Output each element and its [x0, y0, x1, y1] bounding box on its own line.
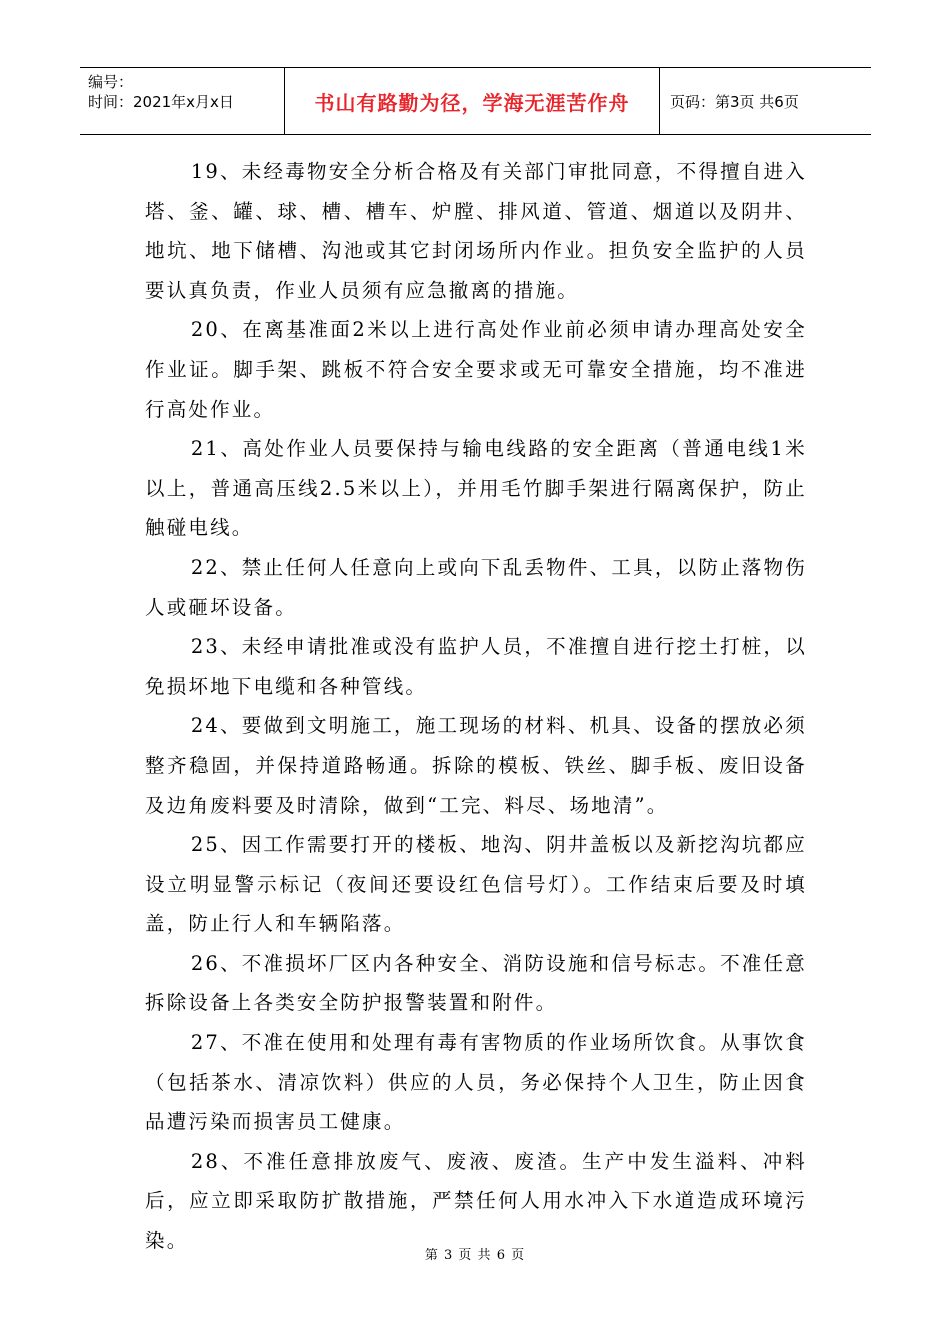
header-motto: 书山有路勤为径，学海无涯苦作舟 — [285, 68, 660, 134]
document-date: 时间：2021年x月x日 — [88, 93, 234, 111]
paragraph-22: 22、禁止任何人任意向上或向下乱丢物件、工具，以防止落物伤人或砸坏设备。 — [145, 555, 807, 619]
page-header — [80, 67, 871, 135]
paragraph-24: 24、要做到文明施工，施工现场的材料、机具、设备的摆放必须整齐稳固，并保持道路畅通。拆除的模板、铁丝、脚手板、废旧设备及边角废料要及时清除，做到“工完、料尽、场地清”。 — [145, 714, 807, 817]
paragraph-19: 19、未经毒物安全分析合格及有关部门审批同意，不得擅自进入塔、釜、罐、球、槽、槽车、炉膛、排风道、管道、烟道以及阴井、地坑、地下储槽、沟池或其它封闭场所内作业。担负安全监护的人员要认真负责，作业人员须有应急撤离的措施。 — [145, 160, 807, 302]
document-body — [145, 152, 807, 1261]
paragraph-28: 28、不准任意排放废气、废液、废渣。生产中发生溢料、冲料后，应立即采取防扩散措施，严禁任何人用水冲入下水道造成环境污染。 — [145, 1149, 807, 1253]
document-number-label: 编号： — [88, 73, 134, 91]
paragraph-26: 26、不准损坏厂区内各种安全、消防设施和信号标志。不准任意拆除设备上各类安全防护报警装置和附件。 — [145, 951, 807, 1015]
paragraph-20: 20、在离基准面2米以上进行高处作业前必须申请办理高处安全作业证。脚手架、跳板不符合安全要求或无可靠安全措施，均不准进行高处作业。 — [145, 318, 807, 421]
header-meta — [80, 68, 285, 134]
paragraph-25: 25、因工作需要打开的楼板、地沟、阴井盖板以及新挖沟坑都应设立明显警示标记（夜间还要设红色信号灯）。工作结束后要及时填盖，防止行人和车辆陷落。 — [145, 833, 807, 936]
paragraph-21: 21、高处作业人员要保持与输电线路的安全距离（普通电线1米以上，普通高压线2.5米以上），并用毛竹脚手架进行隔离保护，防止触碰电线。 — [145, 437, 807, 540]
paragraph-27: 27、不准在使用和处理有毒有害物质的作业场所饮食。从事饮食（包括茶水、清凉饮料）供应的人员，务必保持个人卫生，防止因食品遭污染而损害员工健康。 — [145, 1031, 807, 1134]
paragraph-23: 23、未经申请批准或没有监护人员，不准擅自进行挖土打桩，以免损坏地下电缆和各种管线。 — [145, 635, 807, 698]
header-page-number: 页码：第3页 共6页 — [670, 92, 799, 111]
page-footer: 第 3 页 共 6 页 — [424, 1248, 526, 1263]
